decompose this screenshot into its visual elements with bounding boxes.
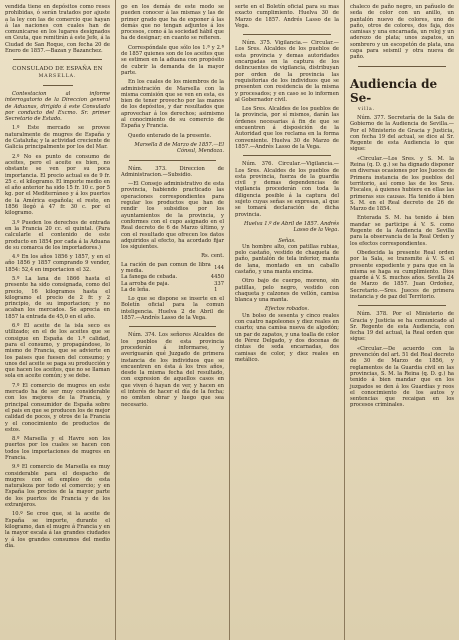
divider <box>358 66 446 67</box>
column-1 <box>0 0 116 640</box>
paragraph: Un bolso de sesenta y cinco reales con cuatro napoleones y diez reales en cuarto; una camisa nueva de algodón; un par de zapatos, y una toalla de color de Pérez Delgado, y dos docenas de cintas de seda encarnadas, dos camisas de color, y diez reales en metálico. <box>235 312 340 363</box>
date-signature: Marsella 8 de Marzo de 1857.—El Cónsul, Mendoza. <box>134 141 224 155</box>
price-table <box>121 262 224 293</box>
column-3 <box>230 0 345 640</box>
list-item: 4.º En los años 1856 y 1857, y en el año 1856 y 1857 comprando 9 vender, 1854: 52,4 en importacion el 32. <box>5 254 110 273</box>
paragraph: Otro bajo de cuerpo, moreno, sin patillas, pelo negro, vestido con chaqueta y calzones de vellón, camisa blanca y una manta. <box>235 278 339 304</box>
table-cell-item: La arroba de paja. <box>121 280 170 287</box>
list-item: 8.º Marsella y el Havre son los puertos por los cuales se hacen con todos los importaciones de mugres en Francia. <box>5 436 110 461</box>
paragraph: Un hombre alto, con patillas rubias, pelo castaño, vestido de chaqueta de paño, pantalón de tela inferior, manta de lana, montado en un caballo castaño, y una manta encima. <box>235 243 339 275</box>
table-unit-header: Rs. cent. <box>201 253 224 260</box>
paragraph: Núm. 377. Secretaría de la Sala de Gobierno de la Audiencia de Sevilla.—Por el Ministerio de Gracia y Justicia, con fecha 19 del actual, se dice al Sr. Regente de esta Audiencia lo que sigue: <box>350 114 454 153</box>
divider <box>243 34 331 35</box>
section-heading-378: Núm. 378. Por el Ministerio de Gracia y Justicia se ha comunicado al Sr. Regente de esta Audiencia, con fecha 19 del actual, la Real orden que sigue: <box>350 311 454 343</box>
table-cell-value: 1 <box>214 264 218 271</box>
paragraph: Enterada S. M. ha tenido á bien mandar se participe á V. S. como Regente de la Audiencia de Sevilla para la observancia de la Real Orden y los efectos correspondientes. <box>350 215 454 247</box>
column-2-opening-text: go en los demás de este modo se pueden conocer á las mismas y las de primer grado que ha de exponer á las demás que no tengan adjuntos á los procesos, como á la sociedad hábil que ha de designar; en cuanto se refieren. <box>121 4 224 42</box>
paragraph: «Circular.—Los Sres. y S. M. la Reina (q. D. g.) se ha dignado disponer en diversas ocasiones por los Jueces de Primera instancia de los pueblos del territorio, así como las de los Sres. Fiscales, á quienes hubiere en ellas las primeras sus causas. Ha tenido á bien S. M. en el Real decreto de 26 de Marzo de 1854. <box>350 155 454 213</box>
table-cell-value: 37 <box>217 280 224 287</box>
paragraph: Quedo enterado de la presente. <box>128 132 212 139</box>
table-row <box>121 287 224 293</box>
list-item: 10.º Se cree que, si la aceite de España se importe, durante el kilogramo, dan el mugre á Francia y en la mayor escala á las grandes ciudades y á los grandes consumos del medio día. <box>5 511 110 549</box>
table-cell-item: La ración de pan comun de libra y media. <box>121 261 211 274</box>
list-item: 1.º Este mercado se provee naturalmente de mugres de España y de Cataluña; y la actividad creciente de Galicia principalmente por los del Mar. <box>5 125 110 151</box>
table-cell-value: 44 <box>210 274 218 281</box>
list-item: 2.º No es punto de consumo de aceites, pero el aceite es bien, no obstante se ven por su poca importancia. El precio actual es de 9 fr. 25 c. el kilogramo. El importe medio en el año anterior ha sido 15 fr. 10 c. por 5 kg. por el Mediterráneo y á los puertos de la América española; el resto, en 1856 llegó á 47 fr. 30 c. por el kilogramo. <box>5 153 110 217</box>
short-divider <box>43 85 73 86</box>
section-heading-373: Núm. 373. Direccion de Administracion.—Subsidio. <box>121 165 224 178</box>
consulate-intro: Contestacion al informe interrogatorio de la Direccion general de Aduanas, dirigido á este Consulado por conducto del Excmo. Sr. primer Secretario de Estado. <box>5 90 110 123</box>
paragraph: En los cuales de los miembros de la administración de Marsella con la misma comisión que se ven en esta, es bien de tener provecho por las manos de los depósitos, y dar resultados que aprovechar á los derechos; asimismo al conocimiento de su comercio de España y Francia. <box>121 79 224 130</box>
table-cell-value <box>217 287 224 293</box>
column-4-opening-text: chaleco de paño negro, un pañuelo de seda de color con un anillo, un pantalón nuevo de colores, uno de paño, otros de colores, dos faja, dos camisas y una encarnada, un reloj y un aderezo de plata; unos zapatos, un sombrero y un escopetón de plata, una capa para seismil y otra nueva de paño. <box>350 4 454 61</box>
table-cell-value: 44 <box>217 264 224 271</box>
table-cell-value: 3 <box>214 280 218 287</box>
divider <box>13 59 102 60</box>
list-item: 7.º El comercio de mugres en este mercado ha de ser muy considerable con los mejores de la Francia, y principal consumidor de España sobre el pais en que se producen los de mejor calidad de pocos, y otros de la Francia y el conocimiento de productos de estos. <box>5 382 110 433</box>
column-1-opening-text: vendida tiene en depósitos como reses prohibidas, ó serán tratados por ajuste a la ley con las de comercio que hayan á las naciones con cuales han de comunicarse en los lugares designados en Ceuta, que remitirán á este Jefe, á la Ciudad de San Roque, con fecha 20 de Enero de 1857.—Bazan y Bazanchez. <box>5 4 110 55</box>
consulate-heading: CONSULADO DE ESPAÑA EN <box>12 66 103 73</box>
table-row <box>121 262 224 275</box>
table-cell-item: La de leña. <box>121 286 151 293</box>
section-heading-376: Núm. 376. Circular.—Vigilancia.—Los Sres. Alcaldes de los pueblos de esta provincia, fuerza de la guardia civil y demas dependencias de vigilancia procederán con toda la diligencia posible á la captura del sujeto cuyas señas se expresan, al que se tomará declaración de dicha provincia. <box>235 161 339 218</box>
paragraph: Correspóndale que sólo los 1.ª y 2.ª de 1857 quienes son de los aceites que se estimen en la aduana con propósito de cubrir la demanda de la mayor parte. <box>121 44 224 76</box>
list-item: 3.º Pueden los derechos de entrada en la Francia 20 cc. el quintal. (Para calcularle el contenido de este producto en 1854 por cada á la Aduana de su comarca de los importadores.) <box>5 219 110 251</box>
table-cell-item: La fanega de cebada. <box>121 274 178 281</box>
consulate-subheading: MARSELLA. <box>38 73 77 79</box>
paragraph: «Circular.—De acuerdo con la prevención del art. 51 del Real decreto de 30 de Marzo de 1856, y reglamentos de la Guardia civil en las provincias, S. M. la Reina (q. D. g.) ha tenido á bien mandar que en los juzgados se den á los Guardias y reos el conocimiento de los autos y sentencias que recaigan en los procesos criminales. <box>350 345 454 409</box>
list-item: 9.º El comercio de Marsella es muy considerable para el despacho de mugres con el empleo de esta naturaleza por todo el comercio; y en España los precios de la mayor parte de los puertos de Francia y de los extranjeros. <box>5 464 110 509</box>
paragraph: Los Sres. Alcaldes de los pueblos de la provincia, por sí mismos, darán las órdenes necesarias á fin de que se encuentren á disposición de la Autoridad que los reclama en la forma conveniente. Huelva 30 de Marzo de 1857.—Andrés Lasso de la Vega. <box>235 106 339 150</box>
audiencia-subheading: villa. <box>358 106 376 112</box>
section-heading-375: Núm. 375. Vigilancia.— Circular.—Los Sres. Alcaldes de los pueblos de esta provincia y demas autoridades encargadas en la captura de los delincuentes de vigilancia, distribuyan por orden de la provincia las requisitorias de los individuos que se presenten con residencia de la misma y procesados; y en caso se lo informen al Gobernador civil. <box>235 40 339 103</box>
audiencia-heading: Audiencia de Se- <box>350 76 438 105</box>
column-2 <box>116 0 230 640</box>
efectos-heading: Efectos robados. <box>265 306 309 313</box>
table-cell-value: 1 <box>214 286 218 293</box>
paragraph: Lo que se dispone se inserte en el Boletín oficial para la comun inteligencia. Huelva 2 de Abril de 1857.—Andrés Lasso de la Vega. <box>121 296 224 322</box>
column-3-opening-text: serte en el Boletín oficial para su mas exacto cumplimiento. Huelva 30 de Marzo de 1857. Andrés Lasso de la Vega. <box>235 4 339 29</box>
list-item: 5.º La lana de 1866 hasta el presente ha sido consignada, como del precio, 16 kilogramos hasta el kilogramo el precio de 2 fr. y 2 principio, de su importacion; y no acaban los mercados. Se aprecia en 1857 la entrada de 45,0 en el año. <box>5 275 110 320</box>
table-cell-value: 50 <box>217 274 224 281</box>
list-item: 6.º El aceite de la isla seco es utilizado; en el de los aceites que se consigue en España de 1.ª calidad, para el consumo, y propagándose, lo mismo de Francia, que se advierte en los paises que fuesen del consumo; y unos del aceite se paga su producción y que hacen los aceites, que no se llaman sola en aceite común; y se debe. <box>5 323 110 380</box>
senas-heading: Señas. <box>278 237 296 244</box>
divider <box>358 305 446 306</box>
divider <box>243 155 331 156</box>
divider <box>129 326 216 327</box>
paragraph: —El Consejo administrativo de esta provincia, habiendo practicado las operaciones correspondientes para regular los productos que han de rendir los subsidios por los ayuntamientos de la provincia, y conformes con el cupo asignado en el Real decreto de 6 de Marzo último, y con el resultado que ofrecen los datos adquiridos al efecto, ha acordado fijar los siguientes. <box>121 181 224 251</box>
column-4 <box>345 0 459 640</box>
date-signature: Huelva 1.º de Abril de 1857. Andrés Lasso de la Vega. <box>243 220 339 234</box>
section-heading-374: Núm. 374. Los señores Alcaldes de los pueblos de esta provincia procederán á informarse, y averiguarán qué Juzgado de primera instancia de los individuos que se encuentren en ésta á los tres años, desde la misma fecha del resultado, con expresion de aquellos casos en que viven ó hayan de ver, y hacen en el interés de hacer el día de la fecha; no omiten obrar y luego que sea necesario. <box>121 332 224 408</box>
paragraph: Obedecida la presente Real orden por la Sala, se transmite á V. S. el presente expediente y para que en la misma se haga su cumplimiento. Dios guarde á V. S. muchos años. Sevilla 24 de Marzo de 1857. Juan Ordoñez, Secretario.—Sres. Jueces de primera instancia y de paz del Territorio. <box>350 249 454 300</box>
divider <box>129 160 216 161</box>
